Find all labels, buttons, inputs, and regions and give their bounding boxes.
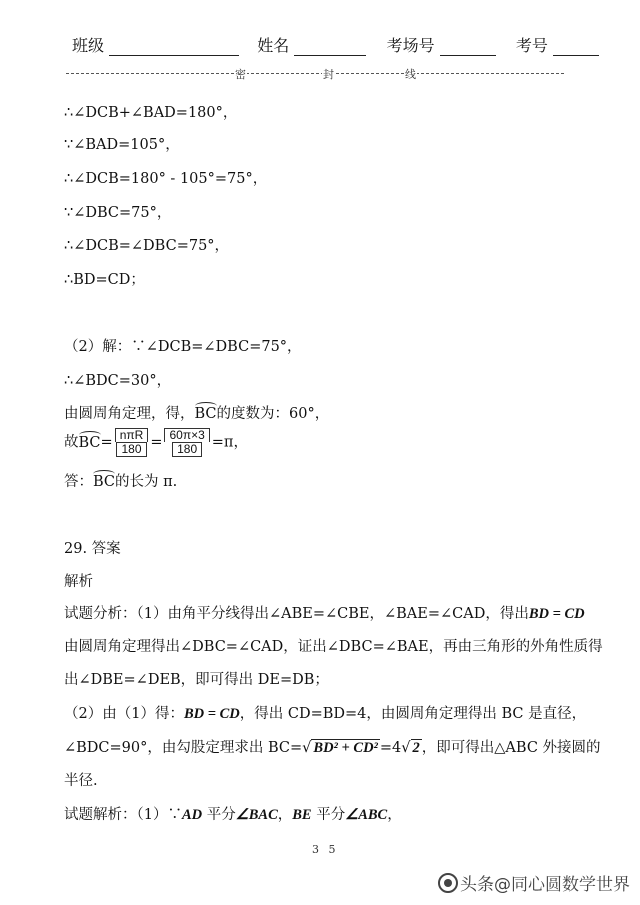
fraction-numerator: nπR <box>115 428 149 442</box>
text-segment: ，即可得出△ABC 外接圆的 <box>421 740 601 756</box>
page-number: 3 5 <box>312 843 339 856</box>
seal-dashed-line <box>66 73 564 74</box>
section-heading: 解析 <box>64 574 93 590</box>
text-line: 半径. <box>64 773 98 789</box>
fraction-denominator: 180 <box>172 442 202 457</box>
text-line <box>64 470 177 491</box>
text-line: ∴∠DCB+∠BAD=180°， <box>64 105 238 121</box>
math-term: AD <box>181 807 203 823</box>
sqrt-radicand: BD² + CD² <box>313 740 378 756</box>
exam-header <box>72 33 599 56</box>
text-segment: =π， <box>211 434 248 451</box>
text-line <box>64 736 601 757</box>
text-line: ∴∠DCB=180° - 105°=75°， <box>64 171 268 187</box>
class-blank <box>109 38 239 56</box>
seal-word-mi: 密 <box>235 68 246 81</box>
sqrt-radicand: 2 <box>412 740 420 756</box>
text-segment: 由圆周角定理，得， <box>64 406 195 422</box>
arc-bc: BC <box>93 474 116 490</box>
number-blank <box>553 38 599 56</box>
fraction-denominator: 180 <box>116 442 146 457</box>
math-arc-equation: BD = CD <box>183 706 240 722</box>
number-label: 考号 <box>515 36 548 55</box>
text-segment: （2）由（1）得： <box>64 706 184 722</box>
text-segment: 的度数为：60°， <box>216 406 330 422</box>
text-segment: ∠BDC=90°，由勾股定理求出 BC= <box>64 740 303 756</box>
text-line <box>64 602 585 623</box>
text-line: 出∠DBE=∠DEB，即可得出 DE=DB； <box>64 672 329 688</box>
text-segment: 平分 <box>202 807 236 823</box>
text-line: 由圆周角定理得出∠DBC=∠CAD，证出∠DBC=∠BAE，再由三角形的外角性质得 <box>64 639 603 655</box>
arc-length-formula <box>64 428 248 457</box>
fraction-numerator: 60π×3 <box>164 428 209 442</box>
watermark-text: 头条@同心圆数学世界 <box>460 875 630 895</box>
text-line: （2）解：∵∠DCB=∠DBC=75°， <box>64 339 302 355</box>
text-segment: 试题解析：（1）∵ <box>64 807 182 823</box>
class-label: 班级 <box>72 36 105 55</box>
text-segment: 故 <box>64 434 79 451</box>
arc-bc: BC <box>194 406 217 422</box>
text-line: ∴BD=CD； <box>64 272 145 288</box>
sqrt-sign: √ <box>401 740 411 756</box>
text-segment: ， <box>277 807 293 823</box>
room-label: 考场号 <box>386 36 435 55</box>
text-segment: ，得出 CD=BD=4，由圆周角定理得出 BC 是直径， <box>239 706 587 722</box>
text-line: ∴∠DCB=∠DBC=75°， <box>64 238 230 254</box>
question-number: 29. 答案 <box>64 541 121 557</box>
equals-sign: = <box>150 434 163 451</box>
text-line: ∵∠DBC=75°， <box>64 205 172 221</box>
watermark <box>438 870 630 895</box>
text-segment: ， <box>387 807 402 823</box>
sqrt-sign: √ <box>302 740 312 756</box>
text-line: ∴∠BDC=30°， <box>64 373 172 389</box>
math-term: BE <box>292 807 312 823</box>
equals-sign: = <box>100 434 113 451</box>
arc-bc: BC <box>78 434 101 451</box>
name-blank <box>294 38 366 56</box>
seal-word-xian: 线 <box>405 68 416 81</box>
math-term: ∠BAC <box>235 807 278 823</box>
text-line <box>64 702 586 723</box>
watermark-logo-icon <box>438 873 458 893</box>
text-segment: =4 <box>379 740 402 756</box>
text-line <box>64 402 329 423</box>
text-segment: 答： <box>64 474 93 490</box>
text-segment: 试题分析：（1）由角平分线得出∠ABE=∠CBE，∠BAE=∠CAD，得出 <box>64 606 529 622</box>
math-arc-equation: BD = CD <box>528 606 585 622</box>
room-blank <box>440 38 496 56</box>
name-label: 姓名 <box>257 36 290 55</box>
fraction-substituted <box>164 428 209 457</box>
text-line: ∵∠BAD=105°， <box>64 137 180 153</box>
fraction-formula <box>115 428 149 457</box>
text-segment: 的长为 π. <box>115 474 178 490</box>
seal-word-feng: 封 <box>323 68 334 81</box>
text-line <box>64 803 402 824</box>
text-segment: 平分 <box>311 807 346 823</box>
math-term: ∠ABC <box>345 807 388 823</box>
